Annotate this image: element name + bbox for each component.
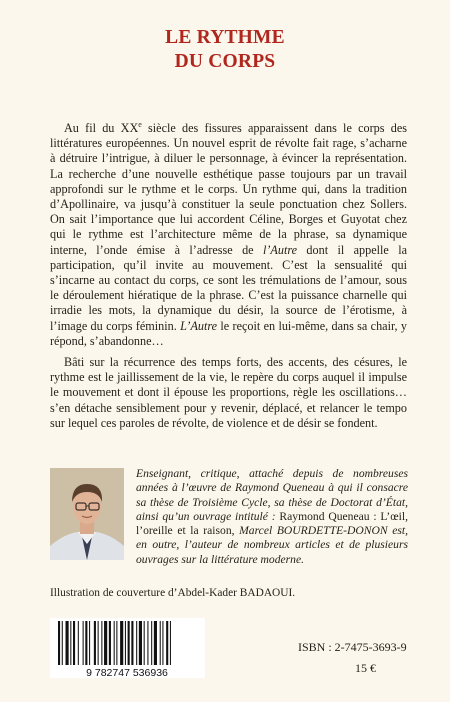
price: 15 €: [355, 661, 376, 675]
bio-text-b: Marcel BOURDETTE-DONON est, en outre, l’auteur de nombreux articles et de plusieurs ouvrages sur la littérature moderne.: [136, 524, 409, 566]
description-text: [50, 121, 407, 431]
p1-italic-autre: l’Autre: [262, 242, 298, 257]
author-bio: [136, 467, 408, 567]
description-paragraph-2: Bâti sur la récurrence des temps forts, des accents, des césures, le rythme est le jaillissement de la vie, le repère du corps auquel il impulse le mouvement et dont il épouse les proportions, règle les oscillations… s’en détache sensiblement pour y revenir, déplacé, et relancer le tempo sur lequel ces paroles de révolte, de violence et de désir se fondent.: [50, 355, 407, 430]
p1-text-d: le reçoit en lui-même, dans sa chair, y répond, s’abandonne…: [50, 318, 408, 348]
p1-italic-autre-2: L’Autre: [180, 318, 218, 333]
bio-book-title: Raymond Queneau : L’œil, l’oreille et la raison,: [136, 509, 408, 538]
title-line-1: LE RYTHME: [165, 27, 285, 48]
bio-text-a: Enseignant, critique, attaché depuis de nombreuses années à l’œuvre de Raymond Queneau à qui il consacre sa thèse de Troisième Cycle, sa thèse de Doctorat d’État, ainsi qu’un ouvrage intitulé :: [136, 467, 408, 523]
illustration-credit: Illustration de couverture d’Abdel-Kader BADAOUI.: [50, 587, 296, 599]
century-superscript: e: [138, 119, 142, 129]
isbn: ISBN : 2-7475-3693-9: [298, 640, 407, 654]
author-photo: [50, 468, 124, 560]
p1-text-c: dont il appelle la participation, qu’il invite au mouvement. C’est la sensualité qui s’incarne au contact du corps, ce sont les trémulations de l’amour, sous le déroulement hiératique de la phrase. C’est la puissance charnelle qui irradie les mots, la dynamique du désir, la source de l’érotisme, à l’image du corps féminin.: [50, 242, 407, 333]
p1-text-b: siècle des fissures apparaissent dans le corps des littératures européennes. Un nouvel esprit de révolte fait rage, s’acharne à détruire l’intrigue, à diluer le personnage, à évincer la représentation. La recherche d’une nouvelle esthétique passe toujours par un travail approfondi sur le rythme et le corps. Un rythme qui, dans la tradition d’Apollinaire, va jusqu’à constituer la seule ponctuation chez Sollers. On sait l’importance que lui accordent Céline, Borges et Guyotat chez qui le rythme est l’architecture même de la phrase, sa dynamique interne, l’onde émise à l’adresse de: [50, 121, 407, 257]
barcode: [50, 618, 205, 678]
barcode-digits: 9 782747 536936: [86, 667, 168, 678]
author-portrait-image: [50, 468, 124, 560]
description-paragraph-1: [50, 121, 407, 349]
title-line-2: DU CORPS: [174, 51, 276, 72]
p1-text-a: Au fil du XX: [64, 121, 139, 135]
